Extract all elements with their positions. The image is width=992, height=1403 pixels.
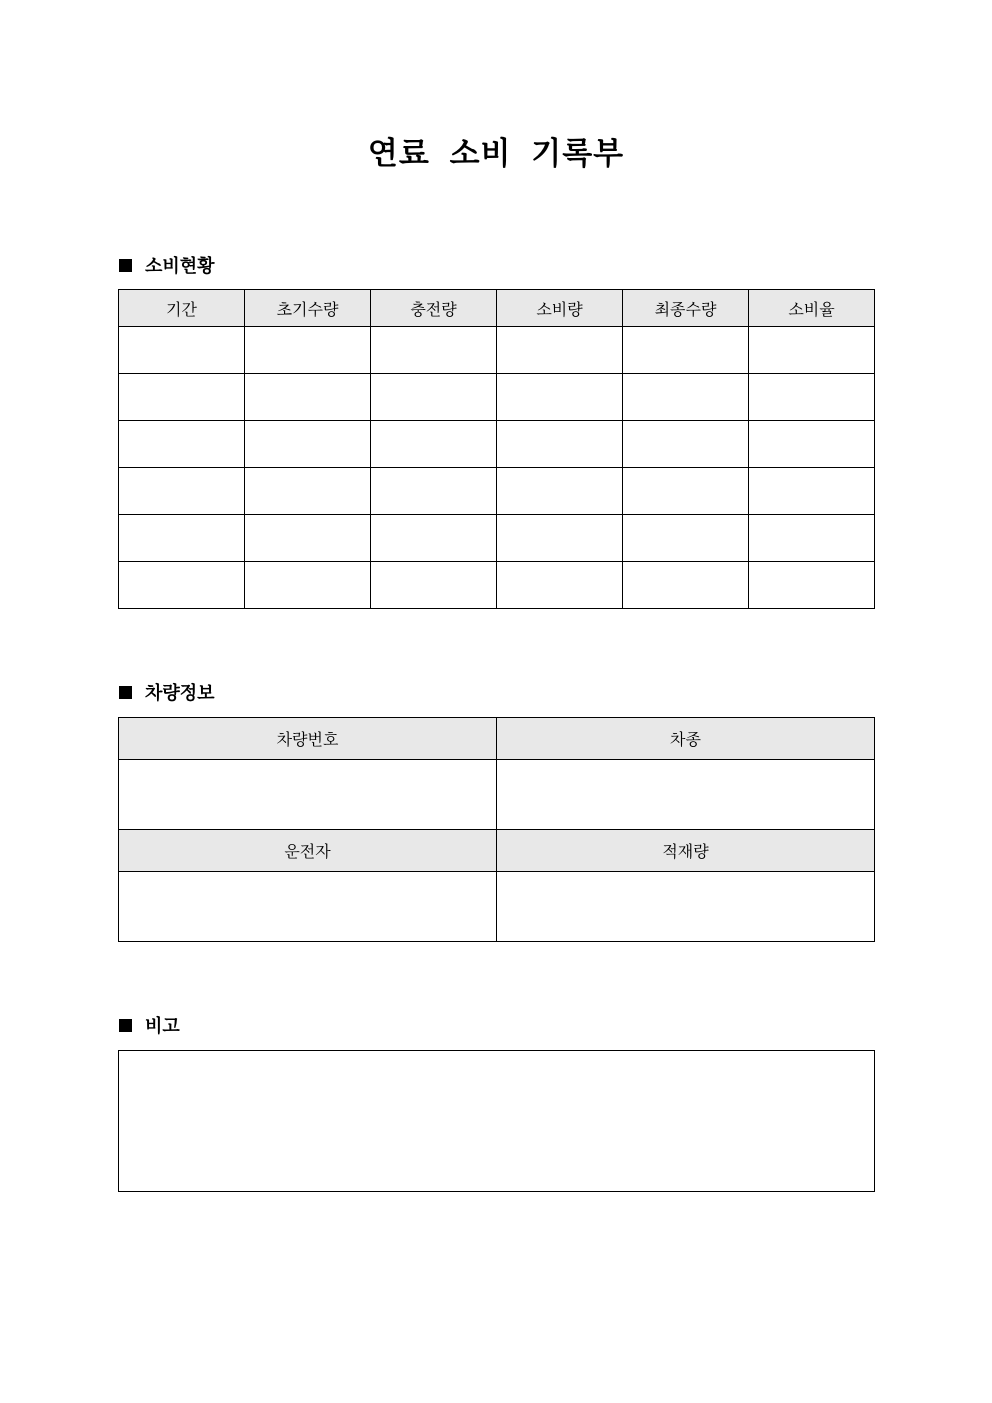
table-cell[interactable]	[371, 515, 497, 562]
table-cell[interactable]	[497, 327, 623, 374]
table-cell[interactable]	[245, 374, 371, 421]
table-cell[interactable]	[245, 562, 371, 609]
table-cell[interactable]	[119, 327, 245, 374]
square-bullet-icon	[119, 1019, 132, 1032]
table-cell[interactable]	[119, 374, 245, 421]
usage-table-header-row	[119, 290, 875, 327]
table-cell[interactable]	[371, 327, 497, 374]
table-cell[interactable]	[371, 421, 497, 468]
table-cell[interactable]	[497, 374, 623, 421]
square-bullet-icon	[119, 686, 132, 699]
vehicle-type-field[interactable]	[497, 760, 875, 830]
table-cell[interactable]	[623, 562, 749, 609]
usage-section-label: 소비현황	[145, 256, 215, 277]
table-cell[interactable]	[497, 468, 623, 515]
table-cell[interactable]	[245, 515, 371, 562]
table-cell[interactable]	[749, 468, 875, 515]
vehicle-type-label: 차종	[497, 718, 875, 760]
column-header-consumption: 소비량	[497, 290, 623, 327]
table-row	[119, 374, 875, 421]
remarks-box[interactable]	[118, 1050, 875, 1192]
table-cell[interactable]	[119, 468, 245, 515]
table-cell[interactable]	[119, 421, 245, 468]
column-header-refuel-amount: 충전량	[371, 290, 497, 327]
vehicle-value-row	[119, 760, 875, 830]
remarks-section-label: 비고	[145, 1016, 180, 1037]
column-header-consumption-rate: 소비율	[749, 290, 875, 327]
column-header-final-quantity: 최종수량	[623, 290, 749, 327]
table-row	[119, 515, 875, 562]
table-cell[interactable]	[623, 515, 749, 562]
table-cell[interactable]	[371, 468, 497, 515]
load-capacity-field[interactable]	[497, 872, 875, 942]
table-row	[119, 468, 875, 515]
table-cell[interactable]	[497, 562, 623, 609]
vehicle-number-label: 차량번호	[119, 718, 497, 760]
table-cell[interactable]	[749, 327, 875, 374]
load-capacity-label: 적재량	[497, 830, 875, 872]
square-bullet-icon	[119, 259, 132, 272]
driver-field[interactable]	[119, 872, 497, 942]
table-row	[119, 421, 875, 468]
table-cell[interactable]	[749, 562, 875, 609]
usage-table	[118, 289, 875, 609]
table-cell[interactable]	[623, 468, 749, 515]
vehicle-section-label: 차량정보	[145, 683, 215, 704]
vehicle-label-row	[119, 718, 875, 760]
table-cell[interactable]	[749, 421, 875, 468]
table-cell[interactable]	[623, 421, 749, 468]
column-header-initial-quantity: 초기수량	[245, 290, 371, 327]
table-cell[interactable]	[623, 327, 749, 374]
table-row	[119, 562, 875, 609]
remarks-section-heading	[119, 1013, 180, 1037]
table-cell[interactable]	[497, 421, 623, 468]
vehicle-label-row	[119, 830, 875, 872]
table-cell[interactable]	[371, 562, 497, 609]
table-cell[interactable]	[497, 515, 623, 562]
table-cell[interactable]	[245, 421, 371, 468]
column-header-period: 기간	[119, 290, 245, 327]
vehicle-info-table	[118, 717, 875, 942]
table-cell[interactable]	[119, 562, 245, 609]
vehicle-value-row	[119, 872, 875, 942]
vehicle-section-heading	[119, 680, 215, 704]
document-title: 연료 소비 기록부	[367, 136, 625, 172]
table-row	[119, 327, 875, 374]
table-cell[interactable]	[371, 374, 497, 421]
table-cell[interactable]	[245, 468, 371, 515]
vehicle-number-field[interactable]	[119, 760, 497, 830]
table-cell[interactable]	[245, 327, 371, 374]
table-cell[interactable]	[749, 374, 875, 421]
table-cell[interactable]	[119, 515, 245, 562]
usage-section-heading	[119, 253, 215, 277]
table-cell[interactable]	[623, 374, 749, 421]
driver-label: 운전자	[119, 830, 497, 872]
table-cell[interactable]	[749, 515, 875, 562]
